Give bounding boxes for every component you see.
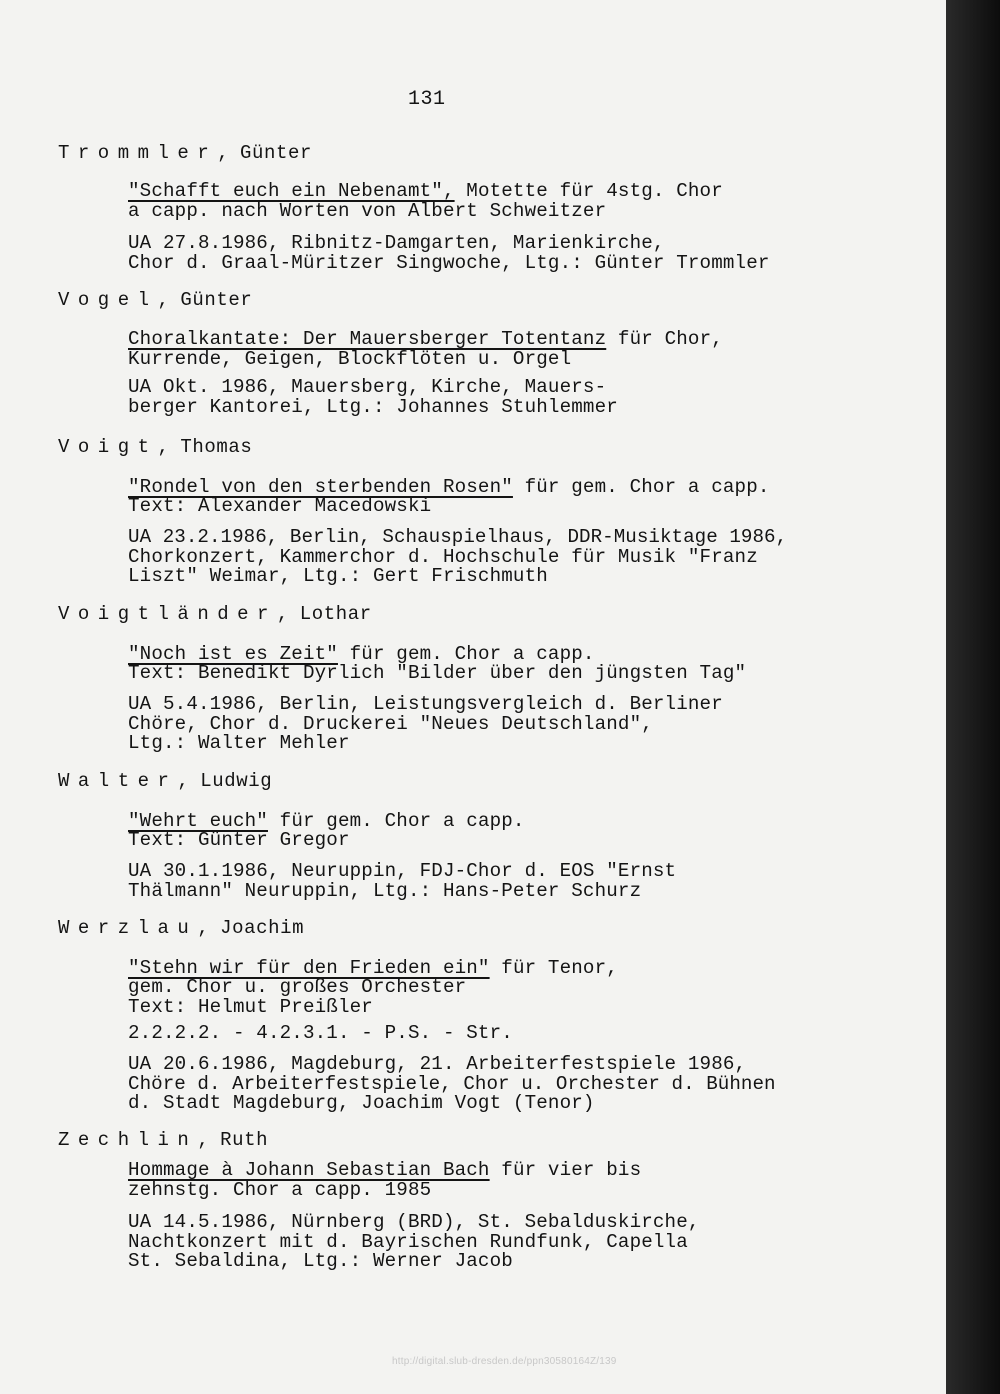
work-description: Text: Benedikt Dyrlich "Bilder über den jüngsten Tag" bbox=[128, 662, 747, 684]
premiere-line: Chorkonzert, Kammerchor d. Hochschule für Musik "Franz bbox=[128, 546, 758, 568]
work-description: Text: Günter Gregor bbox=[128, 829, 350, 851]
work-text-author: Text: Helmut Preißler bbox=[128, 996, 373, 1018]
composer-name: Werzlau, Joachim bbox=[58, 917, 305, 939]
composer-surname: Zechlin bbox=[58, 1129, 198, 1151]
composer-surname: Voigtländer bbox=[58, 603, 277, 625]
work-title-line bbox=[128, 644, 595, 664]
work-title: "Stehn wir für den Frieden ein" bbox=[128, 957, 490, 979]
work-scoring: für gem. Chor a capp. bbox=[337, 643, 595, 665]
premiere-line: d. Stadt Magdeburg, Joachim Vogt (Tenor) bbox=[128, 1092, 595, 1114]
premiere-line: Chor d. Graal-Müritzer Singwoche, Ltg.: Günter Trommler bbox=[128, 252, 770, 274]
work-title-line bbox=[128, 958, 618, 978]
composer-name: Walter, Ludwig bbox=[58, 770, 273, 792]
premiere-line: UA 20.6.1986, Magdeburg, 21. Arbeiterfestspiele 1986, bbox=[128, 1053, 747, 1075]
composer-surname: Voigt bbox=[58, 436, 158, 458]
work-title-line bbox=[128, 329, 723, 349]
work-scoring: für vier bis bbox=[489, 1159, 642, 1181]
composer-given-name: Joachim bbox=[220, 917, 305, 939]
work-title-line bbox=[128, 181, 723, 201]
work-scoring: für Chor, bbox=[606, 328, 723, 350]
premiere-line: UA Okt. 1986, Mauersberg, Kirche, Mauers- bbox=[128, 376, 607, 398]
composer-given-name: Ludwig bbox=[200, 770, 273, 792]
composer-given-name: Lothar bbox=[299, 603, 372, 625]
work-title: "Rondel von den sterbenden Rosen" bbox=[128, 476, 513, 498]
composer-surname: Werzlau bbox=[58, 917, 198, 939]
premiere-line: UA 14.5.1986, Nürnberg (BRD), St. Sebalduskirche, bbox=[128, 1211, 700, 1233]
premiere-line: Nachtkonzert mit d. Bayrischen Rundfunk, Capella bbox=[128, 1231, 688, 1253]
composer-surname: Vogel bbox=[58, 289, 158, 311]
premiere-line: UA 5.4.1986, Berlin, Leistungsvergleich d. Berliner bbox=[128, 693, 723, 715]
premiere-line: Thälmann" Neuruppin, Ltg.: Hans-Peter Schurz bbox=[128, 880, 642, 902]
page-number: 131 bbox=[408, 88, 446, 111]
composer-name: Trommler, Günter bbox=[58, 142, 313, 164]
work-title: "Schafft euch ein Nebenamt", bbox=[128, 180, 455, 202]
work-description: gem. Chor u. großes Orchester bbox=[128, 976, 467, 998]
work-description: Kurrende, Geigen, Blockflöten u. Orgel bbox=[128, 348, 572, 370]
work-scoring: für gem. Chor a capp. bbox=[267, 810, 525, 832]
composer-surname: Walter bbox=[58, 770, 178, 792]
composer-given-name: Günter bbox=[240, 142, 313, 164]
work-scoring: für Tenor, bbox=[489, 957, 618, 979]
work-title-line bbox=[128, 477, 770, 497]
work-scoring: für gem. Chor a capp. bbox=[512, 476, 770, 498]
premiere-line: UA 30.1.1986, Neuruppin, FDJ-Chor d. EOS "Ernst bbox=[128, 860, 677, 882]
work-title: Choralkantate: Der Mauersberger Totentanz bbox=[128, 328, 607, 350]
composer-given-name: Ruth bbox=[220, 1129, 269, 1151]
work-title: "Wehrt euch" bbox=[128, 810, 268, 832]
work-title-line bbox=[128, 1160, 641, 1180]
work-description: Text: Alexander Macedowski bbox=[128, 495, 432, 517]
source-url: http://digital.slub-dresden.de/ppn30580164Z/139 bbox=[392, 1356, 617, 1367]
premiere-line: Liszt" Weimar, Ltg.: Gert Frischmuth bbox=[128, 565, 548, 587]
page-edge-shadow bbox=[946, 0, 1000, 1394]
premiere-line: UA 23.2.1986, Berlin, Schauspielhaus, DDR-Musiktage 1986, bbox=[128, 526, 788, 548]
composer-name: Voigt, Thomas bbox=[58, 436, 253, 458]
premiere-line: Chöre, Chor d. Druckerei "Neues Deutschland", bbox=[128, 713, 653, 735]
premiere-line: UA 27.8.1986, Ribnitz-Damgarten, Marienkirche, bbox=[128, 232, 665, 254]
premiere-line: berger Kantorei, Ltg.: Johannes Stuhlemmer bbox=[128, 396, 618, 418]
composer-name: Vogel, Günter bbox=[58, 289, 253, 311]
work-description: zehnstg. Chor a capp. 1985 bbox=[128, 1179, 432, 1201]
composer-surname: Trommler bbox=[58, 142, 218, 164]
premiere-line: St. Sebaldina, Ltg.: Werner Jacob bbox=[128, 1250, 513, 1272]
premiere-line: Ltg.: Walter Mehler bbox=[128, 732, 350, 754]
work-title: Hommage à Johann Sebastian Bach bbox=[128, 1159, 490, 1181]
composer-name: Zechlin, Ruth bbox=[58, 1129, 269, 1151]
work-instrumentation: 2.2.2.2. - 4.2.3.1. - P.S. - Str. bbox=[128, 1022, 513, 1044]
work-description: a capp. nach Worten von Albert Schweitzer bbox=[128, 200, 607, 222]
work-title: "Noch ist es Zeit" bbox=[128, 643, 338, 665]
work-title-line bbox=[128, 811, 525, 831]
work-scoring: Motette für 4stg. Chor bbox=[454, 180, 723, 202]
premiere-line: Chöre d. Arbeiterfestspiele, Chor u. Orchester d. Bühnen bbox=[128, 1073, 776, 1095]
composer-name: Voigtländer, Lothar bbox=[58, 603, 372, 625]
composer-given-name: Günter bbox=[180, 289, 253, 311]
composer-given-name: Thomas bbox=[180, 436, 253, 458]
